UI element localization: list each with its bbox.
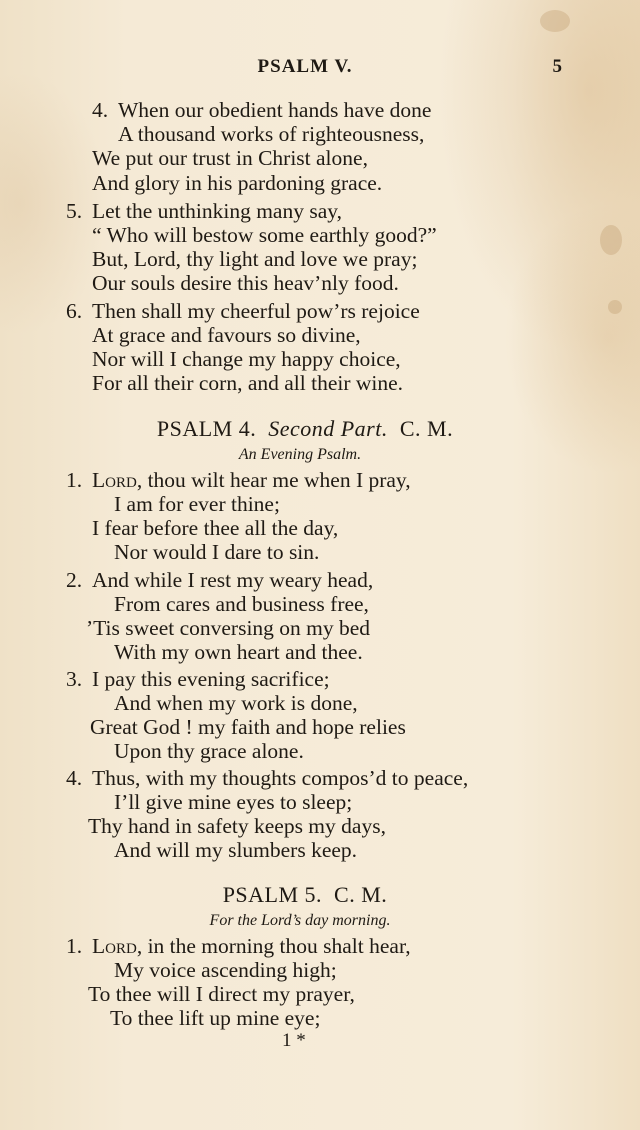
verse-line: 1. Lord, in the morning thou shalt hear, (66, 934, 411, 958)
verse-line: 3. I pay this evening sacrifice; (66, 667, 330, 691)
verse-line: I’ll give mine eyes to sleep; (114, 790, 353, 814)
verse-line: Nor will I change my happy choice, (92, 347, 401, 371)
paper-stain (540, 10, 570, 32)
verse-line: And will my slumbers keep. (114, 838, 358, 862)
verse-line: From cares and business free, (114, 592, 369, 616)
verse-line: 4. Thus, with my thoughts compos’d to peace, (66, 766, 469, 790)
verse-line: And when my work is done, (114, 691, 358, 715)
psalm-heading: PSALM 5. C. M. (222, 882, 388, 907)
verse-line: I am for ever thine; (114, 492, 280, 516)
verse-line: And glory in his pardoning grace. (92, 171, 383, 195)
verse-line: ’Tis sweet conversing on my bed (86, 616, 371, 640)
verse-line: I fear before thee all the day, (92, 516, 339, 540)
verse-line: 1. Lord, thou wilt hear me when I pray, (66, 468, 411, 492)
verse-line: Nor would I dare to sin. (114, 540, 320, 564)
verse-line: Great God ! my faith and hope relies (90, 715, 406, 739)
verse-line: We put our trust in Christ alone, (92, 146, 368, 170)
verse-line: At grace and favours so divine, (92, 323, 361, 347)
running-head: PSALM V. (257, 56, 353, 77)
verse-line: Thy hand in safety keeps my days, (88, 814, 386, 838)
page-header (0, 56, 640, 80)
verse-line: Our souls desire this heav’nly food. (92, 271, 399, 295)
verse-line: For all their corn, and all their wine. (92, 371, 404, 395)
psalm-heading: PSALM 4. Second Part. C. M. (156, 416, 454, 441)
verse-line: A thousand works of righteousness, (118, 122, 425, 146)
psalm-subtitle: For the Lord’s day morning. (209, 912, 391, 929)
paper-stain (600, 225, 622, 255)
verse-line: To thee lift up mine eye; (110, 1006, 321, 1030)
verse-line: “ Who will bestow some earthly good?” (92, 223, 437, 247)
verse-line: 2. And while I rest my weary head, (66, 568, 374, 592)
paper-stain (608, 300, 622, 314)
verse-line: 5. Let the unthinking many say, (66, 199, 342, 223)
verse-line: Upon thy grace alone. (114, 739, 304, 763)
verse-line: To thee will I direct my prayer, (88, 982, 355, 1006)
signature-mark: 1 * (282, 1030, 306, 1051)
psalm-subtitle: An Evening Psalm. (238, 446, 362, 463)
page-number: 5 (552, 56, 562, 77)
verse-line: 4. When our obedient hands have done (92, 98, 432, 122)
verse-line: With my own heart and thee. (114, 640, 363, 664)
verse-line: But, Lord, thy light and love we pray; (92, 247, 418, 271)
verse-line: 6. Then shall my cheerful pow’rs rejoice (66, 299, 420, 323)
verse-line: My voice ascending high; (114, 958, 337, 982)
